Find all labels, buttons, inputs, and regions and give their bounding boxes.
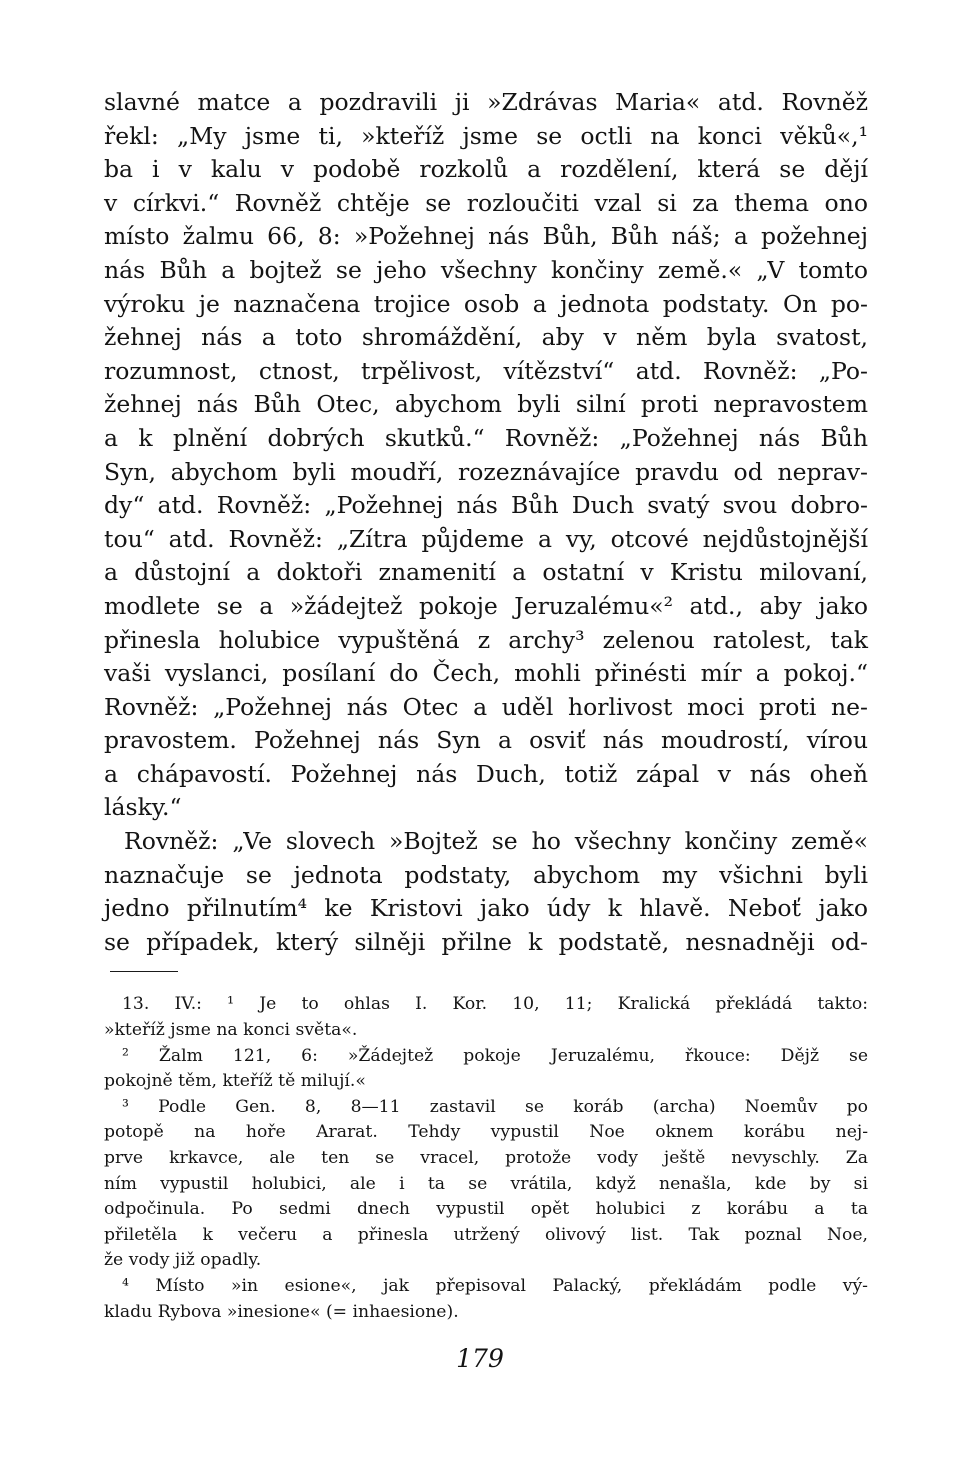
footnote-line: odpočinula. Po sedmi dnech vypustil opět holubici z korábu a ta [104,1199,868,1220]
footnote-line: ² Žalm 121, 6: »Žádejtež pokoje Jeruzalému, řkouce: Dějž se [122,1045,868,1066]
text-line: a k plnění dobrých skutků.“ Rovněž: „Požehnej nás Bůh [104,423,868,452]
footnote-line: že vody již opadly. [104,1250,262,1271]
text-line: naznačuje se jednota podstaty, abychom my všichni byli [104,860,868,889]
text-line: lásky.“ [104,793,182,822]
text-line: Rovněž: „Požehnej nás Otec a uděl horlivost moci proti ne- [104,692,868,721]
text-line: rozumnost, ctnost, trpělivost, vítězství“ atd. Rovněž: „Po- [104,356,868,385]
text-line: modlete se a »žádejtež pokoje Jeruzalému«² atd., aby jako [104,591,868,620]
text-line: tou“ atd. Rovněž: „Zítra půjdeme a vy, otcové nejdůstojnější [104,524,868,553]
footnotes [104,992,868,1325]
footnote-line: kladu Rybova »inesione« (= inhaesione). [104,1301,459,1322]
text-line: Rovněž: „Ve slovech »Bojtež se ho všechny končiny země« [124,827,868,856]
text-line: dy“ atd. Rovněž: „Požehnej nás Bůh Duch svatý svou dobro- [104,491,868,520]
text-line: jedno přilnutím⁴ ke Kristovi jako údy k hlavě. Neboť jako [104,894,868,923]
footnote-line: ním vypustil holubici, ale i ta se vrátila, když nenašla, kde by si [104,1173,868,1194]
text-line: přinesla holubice vypuštěná z archy³ zelenou ratolest, tak [104,625,868,654]
text-line: výroku je naznačena trojice osob a jednota podstaty. On po- [104,289,868,318]
text-line: vaši vyslanci, posílaní do Čech, mohli přinésti mír a pokoj.“ [104,659,868,688]
text-line: a chápavostí. Požehnej nás Duch, totiž zápal v nás oheň [104,759,868,788]
text-line: ba i v kalu v podobě rozkolů a rozdělení, která se dějí [104,155,868,184]
text-line: řekl: „My jsme ti, »kteříž jsme se octli na konci věků«,¹ [104,121,868,150]
text-line: nás Bůh a bojtež se jeho všechny končiny země.« „V tomto [104,255,868,284]
footnote-line: ⁴ Místo »in esione«, jak přepisoval Palacký, překládám podle vý- [122,1275,868,1296]
text-line: a důstojní a doktoři znamenití a ostatní v Kristu milovaní, [104,558,868,587]
footnote-line: »kteříž jsme na konci světa«. [104,1020,358,1041]
page-number: 179 [456,1344,504,1373]
footnote-divider [110,971,178,972]
text-line: žehnej nás Bůh Otec, abychom byli silní proti nepravostem [104,390,868,419]
footnote-line: ³ Podle Gen. 8, 8—11 zastavil se koráb (archa) Noemův po [122,1096,868,1117]
footnote-line: pokojně těm, kteříž tě milují.« [104,1071,366,1092]
main-text [104,86,868,959]
text-line: žehnej nás a toto shromáždění, aby v něm byla svatost, [104,323,868,352]
text-line: v církvi.“ Rovněž chtěje se rozloučiti vzal si za thema ono [104,188,868,217]
footnote-line: přiletěla k večeru a přinesla utržený olivový list. Tak poznal Noe, [104,1224,868,1245]
footnote-line: potopě na hoře Ararat. Tehdy vypustil Noe oknem korábu nej- [104,1122,868,1143]
book-page [104,86,868,1325]
footnote-line: prve krkavce, ale ten se vracel, protože vody ještě nevyschly. Za [104,1148,868,1168]
text-line: místo žalmu 66, 8: »Požehnej nás Bůh, Bůh náš; a požehnej [104,222,868,251]
text-line: pravostem. Požehnej nás Syn a osviť nás moudrostí, vírou [104,726,868,755]
text-line: slavné matce a pozdravili ji »Zdrávas Maria« atd. Rovněž [104,88,868,116]
footnote-line: 13. IV.: ¹ Je to ohlas I. Kor. 10, 11; Kralická překládá takto: [122,994,868,1015]
text-line: Syn, abychom byli moudří, rozeznávajíce pravdu od neprav- [104,457,868,486]
text-line: se případek, který silněji přilne k podstatě, nesnadněji od- [104,927,868,956]
